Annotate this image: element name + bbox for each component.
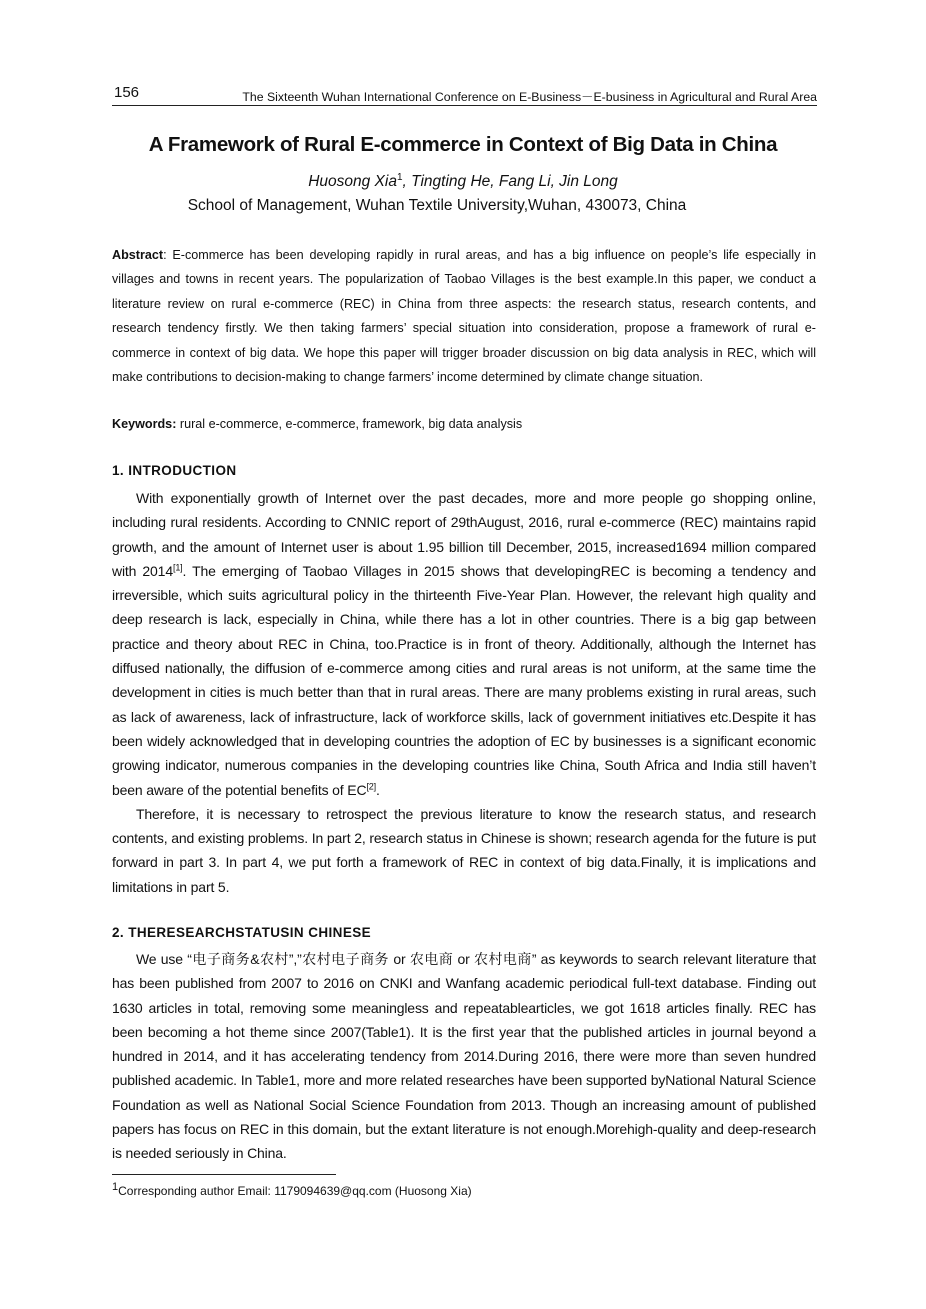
keywords-label: Keywords: <box>112 417 177 431</box>
paragraph: We use “电子商务&农村”,”农村电子商务 or 农电商 or 农村电商” as keywords to search relevant literature that has been published from 2007 to 2016 on CNKI and Wanfang academic periodical full-text database. Finding out 1630 articles in total, removing some meaningless and repeatablearticles, we got 1618 articles finally. REC has been becoming a hot theme since 2007(Table1). It is the first year that the published articles in journal beyond a hundred in 2014, and it has accelerating tendency from 2014.During 2016, there were more than seven hundred published academic. In Table1, more and more related researches have been supported byNational Natural Science Foundation as well as National Social Science Foundation from 2013. Though an increasing amount of published papers has focus on REC in this domain, but the extant literature is not enough.Morehigh-quality and deep-research is needed seriously in China. <box>112 951 816 1162</box>
paragraph: Therefore, it is necessary to retrospect the previous literature to know the research status, and research contents, and existing problems. In part 2, research status in Chinese is shown; research agenda for the future is put forward in part 3. In part 4, we put forth a framework of REC in context of big data.Finally, it is implications and limitations in part 5. <box>112 805 816 895</box>
paragraph-text: With exponentially growth of Internet over the past decades, more and more people go shopping online, including rural residents. According to CNNIC report of 29thAugust, 2016, rural e-commerce (REC) maintains rapid growth, and the amount of Internet user is about 1.95 billion till December, 2015, increased1694 million compared with 2014 <box>112 490 816 579</box>
abstract <box>112 243 816 389</box>
paragraph-text: . The emerging of Taobao Villages in 2015 shows that developingREC is becoming a tendency and irreversible, which suits agricultural policy in the thirteenth Five-Year Plan. However, the relevant high quality and deep research is lack, especially in China, while there has a lot in other countries. There is a big gap between practice and theory about REC in China, too.Practice is in front of theory. Additionally, although the Internet has diffused nationally, the diffusion of e-commerce among cities and rural areas is not uniform, at the same time the development in cities is much better than that in rural areas. There are many problems existing in rural areas, such as lack of awareness, lack of infrastructure, lack of workforce skills, lack of government initiatives etc.Despite it has been widely acknowledged that in developing countries the adoption of EC by businesses is a significant economic growing indicator, numerous companies in the developing countries like China, South Africa and India still haven’t been aware of the potential benefits of EC <box>112 562 816 798</box>
introduction-body <box>112 486 816 899</box>
citation-ref: [1] <box>172 562 183 573</box>
keywords <box>112 414 816 434</box>
authors <box>0 172 926 191</box>
paper-title: A Framework of Rural E-commerce in Context of Big Data in China <box>148 133 778 156</box>
page-header <box>112 84 817 106</box>
section-heading-research-status: 2. THERESEARCHSTATUSIN CHINESE <box>112 925 372 940</box>
affiliation: School of Management, Wuhan Textile University,Wuhan, 430073, China <box>187 197 687 214</box>
footnote-divider <box>112 1174 336 1175</box>
research-status-body <box>112 947 816 1166</box>
author-footnote-marker: 1 <box>396 172 403 183</box>
footnote <box>112 1181 472 1198</box>
footnote-marker: 1 <box>112 1181 119 1193</box>
page-number: 156 <box>114 84 140 101</box>
citation-ref: [2] <box>366 780 376 791</box>
other-authors: , Tingting He, Fang Li, Jin Long <box>402 173 618 191</box>
paragraph <box>112 486 816 802</box>
running-head: The Sixteenth Wuhan International Conference on E-Business－E-business in Agricultural and Rural Area <box>242 90 817 104</box>
paragraph-text: . <box>376 781 380 798</box>
footnote-text: Corresponding author Email: 1179094639@qq.com (Huosong Xia) <box>118 1184 472 1198</box>
keywords-text: rural e-commerce, e-commerce, framework, big data analysis <box>176 417 523 431</box>
abstract-text: : E-commerce has been developing rapidly in rural areas, and has a big influence on people’s life especially in villages and towns in recent years. The popularization of Taobao Villages is the best example.In this paper, we conduct a literature review on rural e-commerce (REC) in China from three aspects: the research status, research contents, and research tendency firstly. We then taking farmers’ special situation into consideration, propose a framework of rural e-commerce in context of big data. We hope this paper will trigger broader discussion on big data analysis in REC, which will make contributions to decision-making to change farmers’ income determined by climate change situation. <box>112 248 816 385</box>
abstract-label: Abstract <box>112 248 164 262</box>
first-author: Huosong Xia <box>308 173 397 191</box>
section-heading-introduction: 1. INTRODUCTION <box>112 463 237 478</box>
